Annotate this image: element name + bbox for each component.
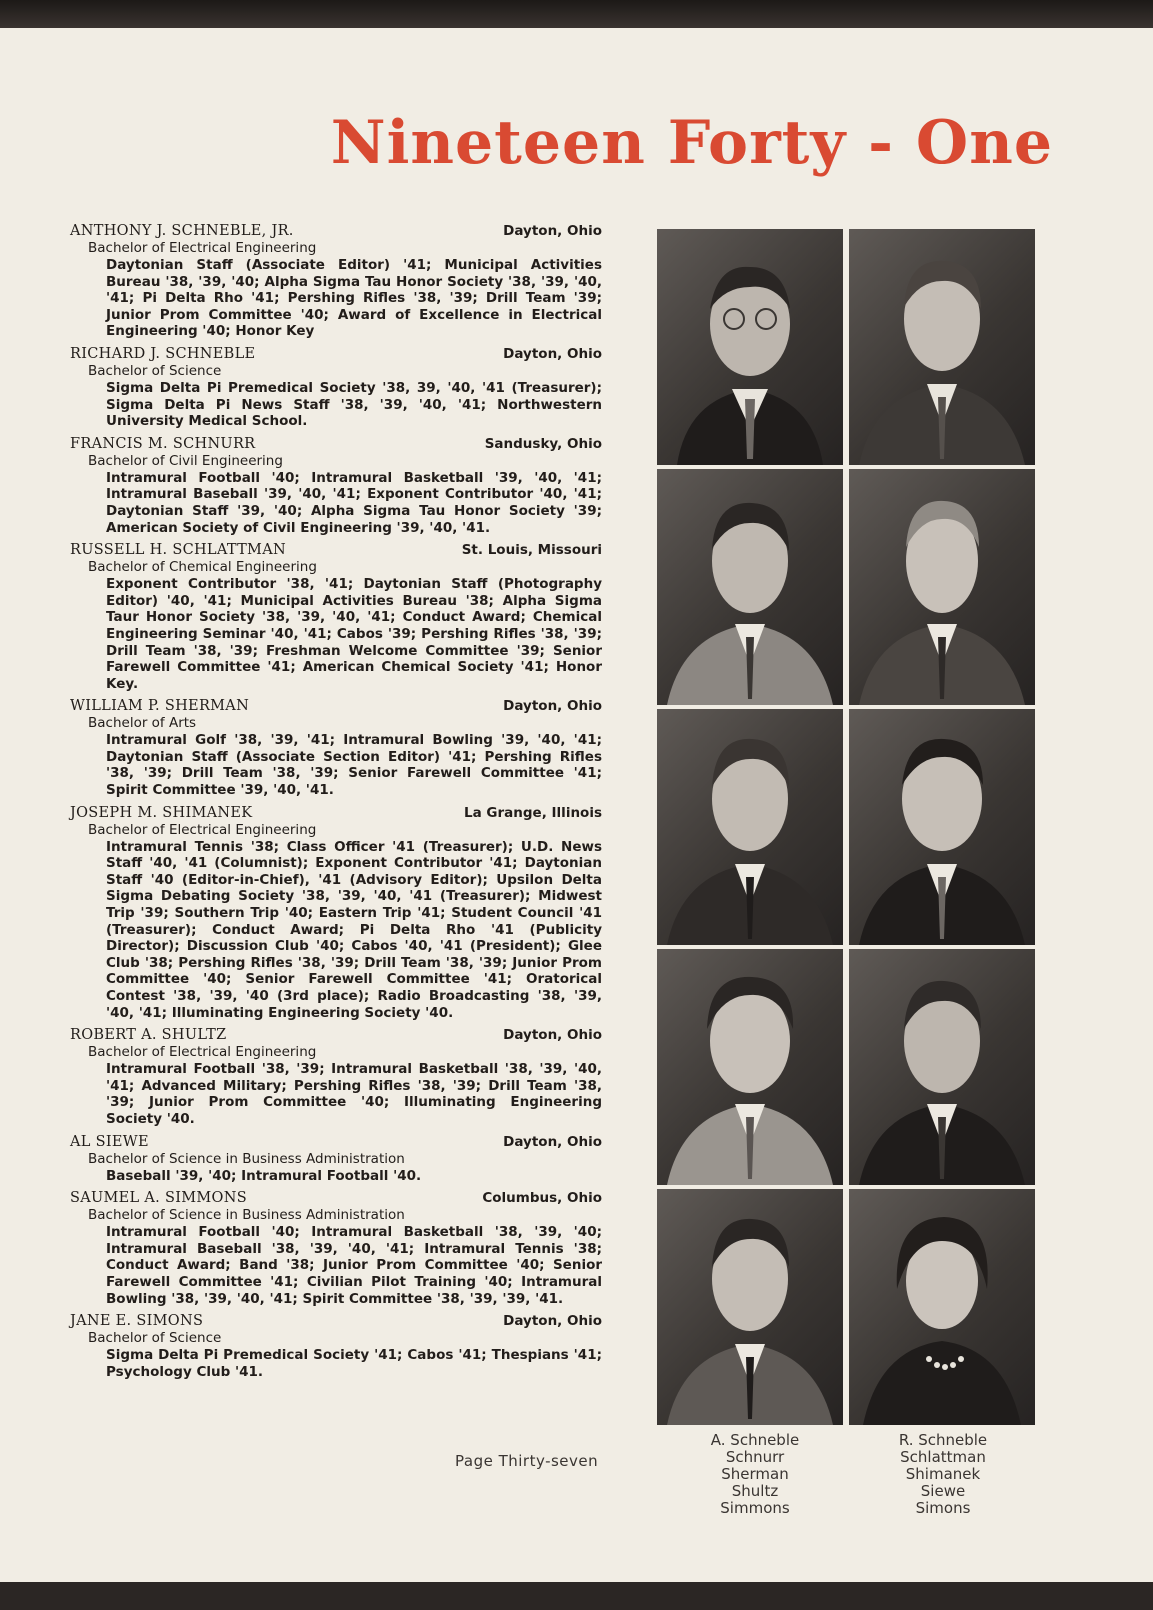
- activities: Intramural Tennis '38; Class Officer '41 (Treasurer); U.D. News Staff '40, '41 (Columnist); Exponent Contributor '41; Daytonian Staff '40 (Editor-in-Chief), '41 (Advisory Editor); Upsilon Delta Sigma Debating Society '38, '39, '40, '41 (Treasurer); Midwest Trip '39; Southern Trip '40; Eastern Trip '41; Student Council '41 (Treasurer); Conduct Award; Pi Delta Rho '41 (Publicity Director); Discussion Club '40; Cabos '40, '41 (President); Glee Club '38; Pershing Rifles '38, '39; Drill Team '38, '39; Junior Prom Committee '40; Senior Farewell Committee '41; Oratorical Contest '38, '39, '40 (3rd place); Radio Broadcasting '38, '39, '40, '41; Illuminating Engineering Society '40.: [106, 838, 602, 1021]
- portrait-illustration: [657, 709, 843, 945]
- entry-header: [70, 697, 602, 715]
- degree: Bachelor of Arts: [88, 715, 197, 732]
- caption: Shultz: [731, 1482, 779, 1500]
- entry: [70, 1189, 602, 1307]
- portrait-photo: [849, 949, 1035, 1185]
- caption-column-right: [868, 1432, 1018, 1517]
- portrait-photo: [657, 709, 843, 945]
- hometown: Dayton, Ohio: [503, 345, 602, 362]
- hometown: Dayton, Ohio: [503, 698, 602, 715]
- caption: Schlattman: [900, 1448, 986, 1466]
- activities: Exponent Contributor '38, '41; Daytonian Staff (Photography Editor) '40, '41; Municipal Activities Bureau '38; Alpha Sigma Taur Honor Society '38, '39, '40, '41; Conduct Award; Chemical Engineering Seminar '40, '41; Cabos '39; Pershing Rifles '38, '39; Drill Team '38, '39; Freshman Welcome Committee '39; Senior Farewell Committee '41; American Chemical Society '41; Honor Key.: [106, 576, 602, 692]
- hometown: Dayton, Ohio: [503, 1313, 602, 1330]
- student-name: JANE E. SIMONS: [70, 1313, 204, 1330]
- activities: Baseball '39, '40; Intramural Football '40.: [106, 1167, 422, 1184]
- portrait-illustration: [849, 709, 1035, 945]
- entry-header: [70, 1133, 602, 1151]
- student-name: SAUMEL A. SIMMONS: [70, 1190, 247, 1207]
- portrait-illustration: [657, 469, 843, 705]
- degree: Bachelor of Electrical Engineering: [88, 821, 317, 838]
- portrait-grid: [657, 229, 1037, 1425]
- portrait-captions: [680, 1432, 1040, 1532]
- hometown: Dayton, Ohio: [503, 1027, 602, 1044]
- portrait-illustration: [849, 469, 1035, 705]
- activities: Daytonian Staff (Associate Editor) '41; Municipal Activities Bureau '38, '39, '40; Alpha Sigma Tau Honor Society '38, '39, '40, '41; Pi Delta Rho '41; Pershing Rifles '38, '39; Drill Team '39; Junior Prom Committee '40; Award of Excellence in Electrical Engineering '40; Honor Key: [106, 257, 602, 340]
- activities: Sigma Delta Pi Premedical Society '38, 39, '40, '41 (Treasurer); Sigma Delta Pi News Staff '38, '39, '40, '41; Northwestern University Medical School.: [106, 379, 602, 430]
- student-name: JOSEPH M. SHIMANEK: [70, 804, 253, 821]
- student-name: AL SIEWE: [70, 1133, 149, 1150]
- portrait-photo: [849, 709, 1035, 945]
- student-name: RUSSELL H. SCHLATTMAN: [70, 542, 286, 559]
- portrait-photo: [657, 229, 843, 465]
- entry-header: [70, 804, 602, 822]
- degree: Bachelor of Science in Business Administration: [88, 1150, 405, 1167]
- portrait-illustration: [657, 949, 843, 1185]
- page-title: Nineteen Forty - One: [330, 108, 1053, 178]
- portrait-photo: [849, 1189, 1035, 1425]
- degree: Bachelor of Civil Engineering: [88, 452, 283, 469]
- degree: Bachelor of Science: [88, 1330, 222, 1347]
- portrait-illustration: [849, 949, 1035, 1185]
- caption: Shimanek: [905, 1465, 981, 1483]
- student-name: ANTHONY J. SCHNEBLE, JR.: [70, 223, 294, 239]
- student-name: RICHARD J. SCHNEBLE: [70, 345, 256, 362]
- entry-header: [70, 345, 602, 363]
- entry-header: [70, 1026, 602, 1044]
- entry: [70, 697, 602, 798]
- portrait-illustration: [657, 1189, 843, 1425]
- hometown: Dayton, Ohio: [503, 223, 602, 239]
- portrait-photo: [849, 469, 1035, 705]
- page-number: Page Thirty-seven: [455, 1452, 599, 1470]
- portrait-illustration: [849, 229, 1035, 465]
- portrait-photo: [657, 469, 843, 705]
- portrait-photo: [657, 949, 843, 1185]
- entry-header: [70, 1312, 602, 1330]
- portrait-illustration: [849, 1189, 1035, 1425]
- portrait-illustration: [657, 229, 843, 465]
- student-name: ROBERT A. SHULTZ: [70, 1027, 227, 1044]
- entry: [70, 1133, 602, 1185]
- portrait-photo: [849, 229, 1035, 465]
- caption: A. Schneble: [710, 1431, 800, 1449]
- caption: R. Schneble: [898, 1431, 988, 1449]
- entry: [70, 1026, 602, 1127]
- activities: Sigma Delta Pi Premedical Society '41; Cabos '41; Thespians '41; Psychology Club '41.: [106, 1347, 602, 1380]
- degree: Bachelor of Electrical Engineering: [88, 240, 317, 256]
- portrait-photo: [657, 1189, 843, 1425]
- hometown: La Grange, Illinois: [464, 804, 602, 821]
- entry: [70, 541, 602, 692]
- activities: Intramural Golf '38, '39, '41; Intramural Bowling '39, '40, '41; Daytonian Staff (Associate Section Editor) '41; Pershing Rifles '38, '39; Drill Team '38, '39; Senior Farewell Committee '41; Spirit Committee '39, '40, '41.: [106, 732, 602, 799]
- activities: Intramural Football '40; Intramural Basketball '38, '39, '40; Intramural Baseball '38, '39, '40, '41; Intramural Tennis '38; Conduct Award; Band '38; Junior Prom Committee '40; Senior Farewell Committee '41; Civilian Pilot Training '40; Intramural Bowling '38, '39, '40, '41; Spirit Committee '38, '39, '39, '41.: [106, 1224, 602, 1307]
- activities: Intramural Football '38, '39; Intramural Basketball '38, '39, '40, '41; Advanced Military; Pershing Rifles '38, '39; Drill Team '38, '39; Junior Prom Committee '40; Illuminating Engineering Society '40.: [106, 1061, 602, 1127]
- caption-column-left: [680, 1432, 830, 1517]
- entry: [70, 1312, 602, 1380]
- entry-header: [70, 222, 602, 240]
- caption: Simmons: [720, 1499, 790, 1517]
- student-name: WILLIAM P. SHERMAN: [70, 698, 250, 715]
- entry: [70, 435, 602, 536]
- caption: Siewe: [920, 1482, 966, 1500]
- caption: Sherman: [721, 1465, 789, 1483]
- degree: Bachelor of Chemical Engineering: [88, 559, 317, 576]
- hometown: St. Louis, Missouri: [461, 542, 602, 559]
- hometown: Columbus, Ohio: [482, 1190, 602, 1207]
- entry-header: [70, 541, 602, 559]
- entry-header: [70, 435, 602, 453]
- entry-header: [70, 1189, 602, 1207]
- hometown: Sandusky, Ohio: [484, 435, 602, 452]
- hometown: Dayton, Ohio: [503, 1133, 602, 1150]
- entry: [70, 345, 602, 430]
- activities: Intramural Football '40; Intramural Basketball '39, '40, '41; Intramural Baseball '39, '40, '41; Exponent Contributor '40, '41; Daytonian Staff '39, '40; Alpha Sigma Tau Honor Society '39; American Society of Civil Engineering '39, '40, '41.: [106, 469, 602, 536]
- degree: Bachelor of Science: [88, 362, 222, 379]
- page-top-edge: [0, 0, 1153, 28]
- degree: Bachelor of Science in Business Administration: [88, 1207, 405, 1224]
- caption: Simons: [915, 1499, 971, 1517]
- entry: [70, 222, 602, 340]
- caption: Schnurr: [725, 1448, 785, 1466]
- senior-entries: [70, 222, 602, 1385]
- degree: Bachelor of Electrical Engineering: [88, 1044, 317, 1061]
- entry: [70, 804, 602, 1022]
- student-name: FRANCIS M. SCHNURR: [70, 435, 256, 452]
